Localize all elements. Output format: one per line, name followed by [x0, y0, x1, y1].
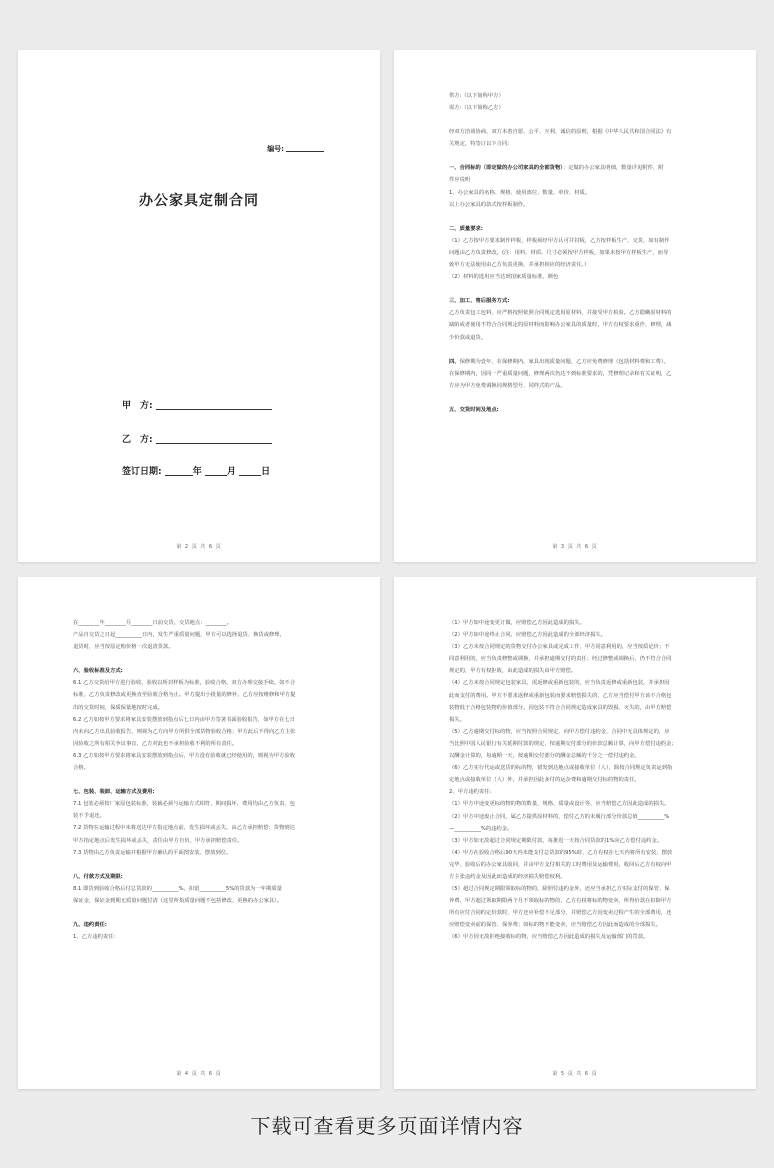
contract-number — [267, 144, 324, 154]
line-text: 完毕、验收后的办公家具收回，并由甲方支付相关的工时费用及运输费用，收回后乙方有权向甲 — [449, 861, 672, 868]
contract-number-label: 编号: — [267, 145, 284, 153]
paragraph-gap — [73, 859, 340, 871]
month-label: 月 — [226, 467, 236, 477]
line-text: 养费，甲方超过领取期限两个月不领取标的物的，乙方有权将标的物变卖，所得价款在扣除甲方 — [449, 898, 672, 905]
day-label: 日 — [261, 467, 271, 477]
line-text: 方应为甲方免费调换同规格型号、同样式的产品。 — [449, 382, 566, 389]
paragraph-line — [449, 750, 716, 762]
paragraph-line — [73, 798, 340, 810]
page-number: 第 5 页 共 6 页 — [552, 1071, 598, 1077]
paragraph-line — [449, 702, 716, 714]
paragraph-line — [73, 762, 340, 774]
section-heading — [449, 404, 716, 416]
party-b-blank — [156, 443, 272, 444]
party-a-row — [122, 398, 272, 411]
section-heading — [449, 295, 716, 307]
page-number: 第 4 页 共 6 页 — [176, 1071, 222, 1077]
paragraph-line — [449, 919, 716, 931]
line-text: 在________年________月________日前交货，交货地点：________。 — [73, 620, 232, 626]
paragraph-line — [449, 380, 716, 392]
paragraph-line — [449, 629, 716, 641]
paragraph-line — [73, 810, 340, 822]
paragraph-line — [449, 871, 716, 883]
cover-page — [18, 50, 380, 562]
paragraph-gap — [449, 114, 716, 126]
paragraph-line — [449, 883, 716, 895]
line-text: 1、办公家具的名称、规格、使用部位、数量、单价、材质。 — [449, 189, 591, 196]
paragraph-line — [449, 738, 716, 750]
line-text: （2）甲方中途废止合同，属乙方提供原材料的，偿付乙方的未履行部分价款总值__________% — [449, 813, 670, 820]
party-a-label: 甲 方: — [122, 401, 153, 411]
section-heading — [73, 786, 340, 798]
paragraph-line — [449, 714, 716, 726]
paragraph-line — [73, 677, 340, 689]
section-heading — [73, 665, 340, 677]
paragraph-line — [73, 883, 340, 895]
paragraph-gap — [449, 150, 716, 162]
line-text: 6.3 乙方如按甲方要求将家具安装摆放到指点后，甲方没有验收就已经使用的，则视为甲方验收 — [73, 752, 295, 759]
line-text: 1、乙方违约责任: — [73, 934, 116, 941]
paragraph-line — [449, 271, 716, 283]
page-body — [449, 90, 716, 416]
paragraph-line — [449, 126, 716, 138]
paragraph-line — [73, 750, 340, 762]
paragraph-line — [449, 247, 716, 259]
line-text: 件应说明 — [449, 177, 471, 184]
heading-text: 二、质量要求: — [449, 225, 483, 232]
paragraph-gap — [449, 211, 716, 223]
paragraph-line — [449, 138, 716, 150]
contract-number-blank — [286, 151, 324, 152]
paragraph-line — [449, 653, 716, 665]
line-text: 需方:（以下简称乙方） — [449, 105, 504, 112]
paragraph-line — [449, 811, 716, 823]
paragraph-line — [449, 102, 716, 114]
section-heading — [73, 871, 340, 883]
line-text: （1）乙方按甲方要求制作样板，样板须经甲方认可并封板，乙方按样板生产、交货，如有制作 — [449, 237, 670, 244]
line-text: 退货时，应当按原定购价格一次退清货款。 — [73, 644, 174, 651]
paragraph-line — [449, 798, 716, 810]
paragraph-line — [73, 641, 340, 653]
download-more-link[interactable]: 下载可查看更多页面详情内容 — [250, 1114, 524, 1138]
line-text: （3）乙方未按合同规定的货物交付办公家具或完成工作，甲方同意利用的，应当按质论价；不 — [449, 644, 670, 651]
party-b-label: 乙 方: — [122, 435, 153, 445]
line-text: 损失。 — [449, 716, 465, 723]
month-blank — [205, 475, 227, 476]
heading-text: 九、违约责任: — [73, 921, 107, 928]
line-text: ：定做的办公家具明细，数量详见附件，附 — [562, 165, 664, 172]
line-text: 7.3 货物由乙方负责运输并根据甲方确认的平面图安装、摆放到位。 — [73, 849, 232, 856]
page-body — [73, 617, 340, 943]
contract-title: 办公家具定制合同 — [139, 193, 259, 209]
paragraph-gap — [73, 653, 340, 665]
line-text: （2）材料的选用应当达到国家质量标准，颜色 — [449, 274, 559, 281]
paragraph-line — [449, 835, 716, 847]
paragraph-line — [449, 368, 716, 380]
year-label: 年 — [192, 467, 202, 477]
paragraph-line — [73, 895, 340, 907]
line-text: （6）乙方实行代运或送货的标的物，错发到达地点或接收单位（人），除按合同规定负责运到指 — [449, 765, 673, 772]
paragraph-line — [449, 931, 716, 943]
paragraph-line — [449, 307, 716, 319]
paragraph-line — [449, 235, 716, 247]
paragraph-line — [449, 823, 716, 835]
paragraph-line — [449, 259, 716, 271]
paragraph-line — [73, 822, 340, 834]
line-text: 产品自交货之日起__________日内，发生严重质量问题，甲方可以选择退货、换货或修理， — [73, 632, 285, 639]
line-text: 当比照中国人民银行有关延期付款的规定，按逾期交付部分的价款总额计算，向甲方偿付违约金； — [449, 740, 677, 747]
paragraph-line — [449, 859, 716, 871]
paragraph-gap — [449, 283, 716, 295]
line-text: 致甲方无法使用由乙方负责更换，并承担相应的经济责任。） — [449, 262, 590, 269]
line-text: 关规定，特签订以下合同: — [449, 141, 510, 148]
page-number: 第 3 页 共 6 页 — [552, 544, 598, 550]
line-text: （4）甲方在验收合格后90天内未能支付总货款的95%时，乙方有权在七天内将所有安装、摆放 — [449, 849, 673, 856]
line-text: 缺陷或者使用不符合合同规定的原材料而影响办公家具的质量时，甲方有权要求重作，修理，减 — [449, 322, 672, 329]
line-text: 在保修期内，因同一严重质量问题，修理两次仍达不到标准要求的，凭修理记录和有关证明，乙 — [449, 370, 672, 377]
paragraph-line — [449, 665, 716, 677]
line-text: 以酬金计算的，每逾期一天，按逾期交付部分的酬金总额的千分之一偿付违约金。 — [449, 753, 640, 760]
paragraph-line — [73, 835, 340, 847]
paragraph-gap — [73, 907, 340, 919]
paragraph-line — [73, 702, 340, 714]
contract-page-3 — [394, 50, 756, 562]
line-text: 6.1 乙方交货给甲方进行验收，验收以所封样板为标准，验收合格，双方办理交接手续。如不合 — [73, 680, 295, 687]
year-blank — [165, 475, 193, 476]
line-text: 经双方洽谈协商，双方本着自愿、公平、互利、诚信的原则，根据《中华人民共和国合同法》有 — [449, 129, 672, 136]
line-text: 甲方指定地点后发生损坏或丢失，责任由甲方自负，甲方承担赔偿责任。 — [73, 837, 243, 844]
page-body — [449, 617, 716, 944]
heading-text: 七、包装、装卸、运输方式及费用: — [73, 789, 155, 796]
line-text: （1）甲方如中途变更订做，应赔偿乙方因此造成的损失。 — [449, 620, 585, 626]
paragraph-line — [73, 689, 340, 701]
section-heading — [449, 356, 716, 368]
line-text: 方主张违约金及因此而造成的经济损失赔偿权利。 — [449, 873, 566, 880]
line-text: （3）甲方如无故超过合同规定期限付款，每推迟一天按合同货款的1%向乙方偿付违约金。 — [449, 837, 663, 844]
page-number: 第 2 页 共 6 页 — [176, 544, 222, 550]
line-text: 所有应付合同约定价款时，甲方还应补偿不足部分，并赔偿乙方因变卖过程产生的全部费用，还 — [449, 910, 672, 917]
line-text: 保修期为壹年，在保修期内，家具出现质量问题，乙方应免费修理（包括材料费和工费）。 — [459, 358, 669, 365]
paragraph-line — [449, 762, 716, 774]
line-text: （6）甲方因无故拒绝接收标的物，应当赔偿乙方因此造成的损失及运输部门的罚款。 — [449, 934, 649, 941]
line-text: 因验收之所有相关争议事宜，乙方对此也不承担验收不利的所有责任。 — [73, 740, 238, 747]
paragraph-line — [73, 738, 340, 750]
paragraph-line — [73, 847, 340, 859]
line-text: 乙方负责包工包料，应严格按照依照合同规定选用原材料，并接受甲方检验。乙方隐瞒原材料的 — [449, 310, 672, 317]
line-text: 出的交货时间，保质保量地按时完成。 — [73, 704, 164, 711]
line-text: 同意利用的，应当负责修整或调换，并承担逾期交付的责任；经过修整或调换后，仍不符合合同 — [449, 656, 672, 663]
paragraph-gap — [449, 392, 716, 404]
line-text: 6.2 乙方如按甲方要求将家具安装摆放到指点后七日内由甲方签署书面验收报告，如甲方在七日 — [73, 716, 295, 723]
heading-text: 八、付款方式及期限: — [73, 873, 123, 880]
line-text: 标准，乙方负责修改或更换直至验收合格为止。甲方提出小批量的修补，乙方应按维修和甲方提 — [73, 692, 296, 699]
line-text: 应赔偿变卖前的保管、保养费；如标的物不能变卖，应当赔偿乙方因此而造成的全部损失。 — [449, 922, 661, 929]
section-heading — [449, 223, 716, 235]
line-text: （4）乙方未按合同规定包装家具，需返修或重新包装的，应当负责返修或重新包装，并承担因 — [449, 680, 670, 687]
line-text: 8.1 即货到验收合格后付总货款的__________%，扣留__________5%的货款为一年期质量 — [73, 885, 282, 892]
section-heading — [449, 162, 716, 174]
line-text: 少价款或退货。 — [449, 334, 487, 341]
line-text: 问题由乙方负责修改。(注：用料、材质、尺寸必须按甲方样板，如果未按甲方样板生产，而导 — [449, 249, 669, 256]
sign-date-row — [122, 464, 270, 477]
line-text: 内未向乙方出具验收报告，则视为乙方向甲方所供全部货物验收合格；甲方此后不得向乙方主张 — [73, 728, 296, 735]
paragraph-line — [449, 726, 716, 738]
line-text: （1）甲方中途变更标的物的物的数量、规格、质量或设计等，应当赔偿乙方因此造成的损失。 — [449, 801, 670, 808]
heading-text: 三、加工、售后服务方式: — [449, 298, 510, 305]
heading-text: 四、 — [449, 358, 460, 365]
line-text: （5）超过合同规定期限领取标的物的，除照付违约金外，还应当承担乙方实际支付的保管、保 — [449, 886, 670, 893]
paragraph-gap — [73, 774, 340, 786]
line-text: 此而支付的费用。甲方不要求返修或重新包装而要求赔偿损失的，乙方应当偿付甲方该不合格包 — [449, 692, 672, 699]
paragraph-line — [449, 690, 716, 702]
line-text: 装物低于合格包装物的价值部分。因包装不符合合同规定造成家具的毁损、灭失的，由甲方赔偿 — [449, 704, 672, 711]
line-text: 装不予退还。 — [73, 813, 105, 820]
line-text: 7.1 包装必须按厂家原包装标准，装载必须与运输方式相符，期间损坏，费用均由乙方负责，包 — [73, 801, 295, 808]
heading-text: 六、验收标准及方式: — [73, 668, 123, 675]
paragraph-line — [449, 786, 716, 798]
paragraph-line — [449, 847, 716, 859]
paragraph-line — [449, 319, 716, 331]
line-text: 保证金，保证金到期无质量问题付清（这里所指质量问题不包括修改、更换的办公家具）。 — [73, 897, 283, 904]
paragraph-line — [449, 174, 716, 186]
line-text: （2）甲方如中途终止合同，应赔偿乙方因此造成的全部经济损失。 — [449, 632, 606, 639]
paragraph-line — [449, 907, 716, 919]
sign-date-label: 签订日期: — [122, 467, 162, 477]
line-text: 供方:（以下简称甲方） — [449, 93, 504, 99]
line-text: （5）乙方逾期交付标的物，应当按照合同规定，向甲方偿付违约金，合同中无具体规定的，应 — [449, 728, 670, 735]
paragraph-line — [449, 677, 716, 689]
contract-page-4 — [18, 577, 380, 1089]
line-text: —__________%的违约金。 — [449, 825, 513, 832]
line-text: 规定的，甲方有权拒收，由此造成的损失由甲方赔偿。 — [449, 668, 577, 675]
paragraph-line — [73, 726, 340, 738]
section-heading — [73, 919, 340, 931]
paragraph-line — [449, 90, 716, 102]
day-blank — [239, 475, 261, 476]
paragraph-line — [449, 774, 716, 786]
heading-text: 五、交货时间及地点: — [449, 406, 499, 413]
party-b-row — [122, 432, 272, 445]
line-text: 2、甲方违约责任: — [449, 789, 492, 796]
paragraph-line — [449, 332, 716, 344]
line-text: 定地点或接收单位（人）外，并承担因此多付的运杂费和逾期交付标的物的责任。 — [449, 777, 640, 784]
paragraph-line — [73, 617, 340, 629]
paragraph-line — [449, 895, 716, 907]
contract-page-5 — [394, 577, 756, 1089]
paragraph-line — [449, 641, 716, 653]
paragraph-gap — [449, 344, 716, 356]
party-a-blank — [156, 409, 272, 410]
paragraph-line — [73, 629, 340, 641]
line-text: 合格。 — [73, 765, 89, 772]
paragraph-line — [449, 187, 716, 199]
paragraph-line — [449, 199, 716, 211]
heading-text: 一、合同标的（即定做的办公司家具的全部货物） — [449, 165, 563, 172]
paragraph-line — [73, 714, 340, 726]
line-text: 以上办公家具的款式按样板制作。 — [449, 201, 529, 208]
paragraph-line — [449, 617, 716, 629]
paragraph-line — [73, 931, 340, 943]
line-text: 7.2 货物在运输过程中未将送达甲方指定地点前，发生损坏或丢失，由乙方承担赔偿；货物到达 — [73, 825, 295, 832]
